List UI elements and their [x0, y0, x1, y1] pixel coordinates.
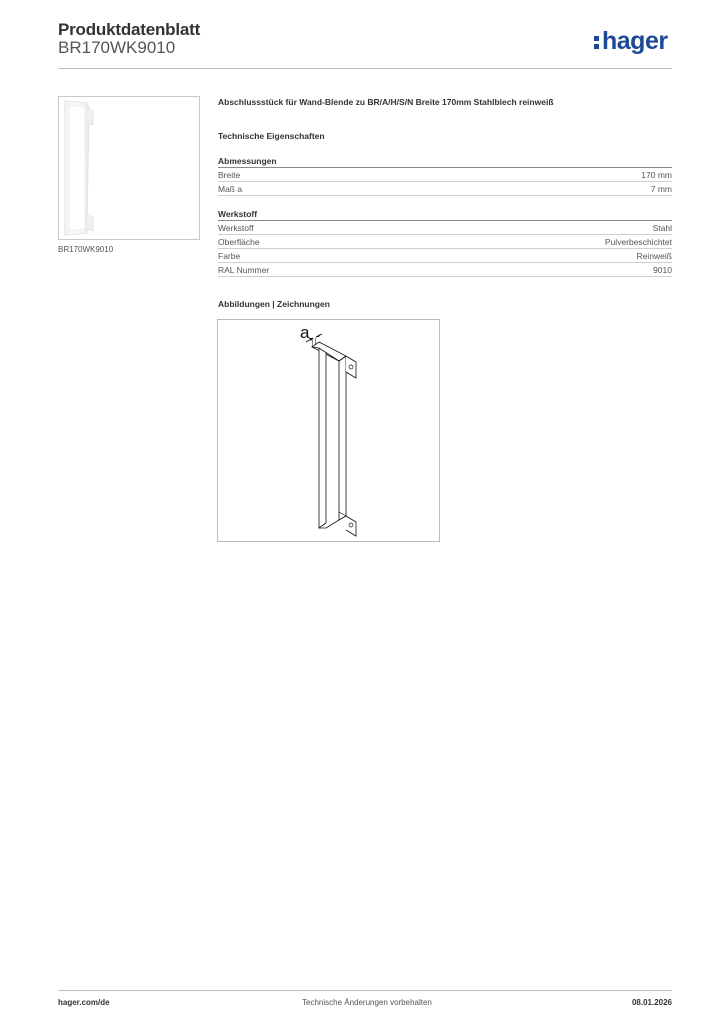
image-caption: BR170WK9010 [58, 245, 114, 254]
technical-properties-heading: Technische Eigenschaften [218, 131, 325, 141]
technical-drawing-frame [217, 319, 440, 542]
logo-text: hager [602, 27, 668, 55]
technical-drawing [218, 320, 439, 541]
row-value: Stahl [652, 223, 672, 233]
product-image-frame [58, 96, 200, 240]
row-label: Breite [218, 170, 241, 180]
dimensions-heading: Abmessungen [218, 156, 672, 168]
row-label: Farbe [218, 251, 241, 261]
material-table [218, 209, 672, 277]
row-value: Pulverbeschichtet [604, 237, 672, 247]
table-row [218, 235, 672, 249]
product-description: Abschlussstück für Wand-Blende zu BR/A/H/S/N Breite 170mm Stahlblech reinweiß [218, 97, 554, 107]
row-value: Reinweiß [636, 251, 672, 261]
footer-date: 08.01.2026 [631, 998, 672, 1007]
hager-logo [594, 26, 668, 56]
row-label: Maß a [218, 184, 243, 194]
row-label: Werkstoff [218, 223, 254, 233]
row-label: Oberfläche [218, 237, 260, 247]
footer-website: hager.com/de [58, 998, 110, 1007]
header-divider [58, 68, 672, 69]
footer-notice: Technische Änderungen vorbehalten [302, 998, 432, 1007]
table-row [218, 249, 672, 263]
table-row [218, 168, 672, 182]
row-label: RAL Nummer [218, 265, 270, 275]
product-photo-icon [59, 97, 199, 239]
product-code: BR170WK9010 [58, 38, 176, 57]
logo-colon-icon [594, 34, 599, 50]
page-title: Produktdatenblatt [58, 20, 201, 39]
row-value: 170 mm [641, 170, 672, 180]
table-row [218, 182, 672, 196]
footer-divider [58, 990, 672, 991]
dimension-label: a [300, 323, 310, 342]
table-row [218, 221, 672, 235]
table-row [218, 263, 672, 277]
material-heading: Werkstoff [218, 209, 672, 221]
row-value: 7 mm [650, 184, 672, 194]
dimensions-table [218, 156, 672, 196]
row-value: 9010 [653, 265, 672, 275]
drawings-heading: Abbildungen | Zeichnungen [218, 299, 330, 309]
